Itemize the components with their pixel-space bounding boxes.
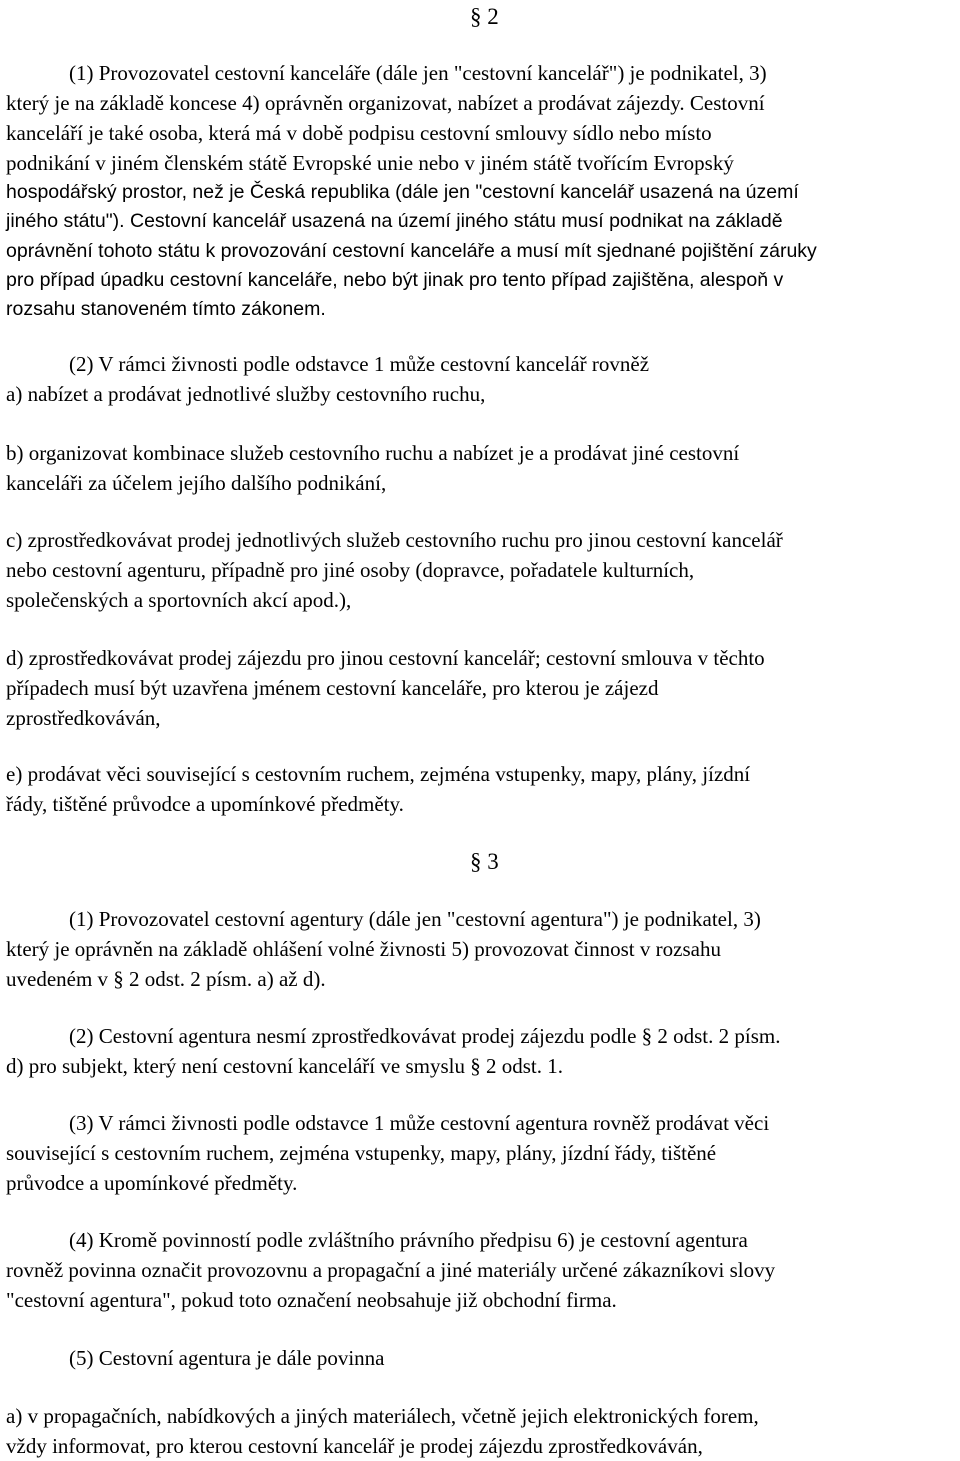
list-item-line: c) zprostředkovávat prodej jednotlivých služeb cestovního ruchu pro jinou cestovní kancelář	[6, 528, 783, 552]
paragraph-line: rozsahu stanoveném tímto zákonem.	[6, 298, 326, 320]
paragraph-2-2: (2) V rámci živnosti podle odstavce 1 může cestovní kancelář rovněž	[6, 352, 650, 376]
list-item-line: e) prodávat věci související s cestovním ruchem, zejména vstupenky, mapy, plány, jízdní	[6, 762, 751, 786]
paragraph-line: hospodářský prostor, než je Česká republika (dále jen "cestovní kancelář usazená na území	[6, 181, 799, 203]
paragraph-line: (3) V rámci živnosti podle odstavce 1 může cestovní agentura rovněž prodávat věci	[6, 1111, 770, 1135]
paragraph-line: oprávnění tohoto státu k provozování cestovní kanceláře a musí mít sjednané pojištění záruky	[6, 240, 817, 262]
list-item-line: d) zprostředkovávat prodej zájezdu pro jinou cestovní kancelář; cestovní smlouva v těchto	[6, 646, 765, 670]
list-item-line: vždy informovat, pro kterou cestovní kancelář je prodej zájezdu zprostředkováván,	[6, 1434, 703, 1458]
paragraph-line: průvodce a upomínkové předměty.	[6, 1171, 298, 1195]
paragraph-3-5: (5) Cestovní agentura je dále povinna	[6, 1346, 385, 1370]
paragraph-line: jiného státu"). Cestovní kancelář usazená na území jiného státu musí podnikat na základě	[6, 210, 783, 232]
list-item-line: kanceláři za účelem jejího dalšího podnikání,	[6, 471, 387, 495]
paragraph-line: pro případ úpadku cestovní kanceláře, nebo být jinak pro tento případ zajištěna, alespoň v	[6, 269, 784, 291]
list-item-line: a) v propagačních, nabídkových a jiných materiálech, včetně jejich elektronických forem,	[6, 1404, 759, 1428]
paragraph-line: podnikání v jiném členském státě Evropské unie nebo v jiném státě tvořícím Evropský	[6, 151, 734, 175]
list-item-line: řády, tištěné průvodce a upomínkové předměty.	[6, 792, 404, 816]
list-item-line: nebo cestovní agenturu, případně pro jiné osoby (dopravce, pořadatele kulturních,	[6, 558, 695, 582]
paragraph-line: (4) Kromě povinností podle zvláštního právního předpisu 6) je cestovní agentura	[6, 1228, 748, 1252]
section-heading-2: § 2	[470, 4, 499, 29]
paragraph-line: který je na základě koncese 4) oprávněn organizovat, nabízet a prodávat zájezdy. Cestovní	[6, 91, 765, 115]
paragraph-line: uvedeném v § 2 odst. 2 písm. a) až d).	[6, 967, 326, 991]
paragraph-line: (1) Provozovatel cestovní kanceláře (dále jen "cestovní kancelář") je podnikatel, 3)	[6, 61, 767, 85]
paragraph-line: (2) Cestovní agentura nesmí zprostředkovávat prodej zájezdu podle § 2 odst. 2 písm.	[6, 1024, 781, 1048]
paragraph-line: rovněž povinna označit provozovnu a propagační a jiné materiály určené zákazníkovi slovy	[6, 1258, 776, 1282]
paragraph-line: kanceláří je také osoba, která má v době podpisu cestovní smlouvy sídlo nebo místo	[6, 121, 712, 145]
list-item-line: zprostředkováván,	[6, 706, 161, 730]
paragraph-line: který je oprávněn na základě ohlášení volné živnosti 5) provozovat činnost v rozsahu	[6, 937, 721, 961]
paragraph-line: "cestovní agentura", pokud toto označení neobsahuje již obchodní firma.	[6, 1288, 617, 1312]
list-item-line: společenských a sportovních akcí apod.),	[6, 588, 352, 612]
paragraph-line: související s cestovním ruchem, zejména vstupenky, mapy, plány, jízdní řády, tištěné	[6, 1141, 717, 1165]
section-heading-3: § 3	[470, 849, 499, 874]
paragraph-line: d) pro subjekt, který není cestovní kanceláří ve smyslu § 2 odst. 1.	[6, 1054, 563, 1078]
list-item-line: případech musí být uzavřena jménem cestovní kanceláře, pro kterou je zájezd	[6, 676, 659, 700]
paragraph-line: (1) Provozovatel cestovní agentury (dále jen "cestovní agentura") je podnikatel, 3)	[6, 907, 761, 931]
list-item-line: b) organizovat kombinace služeb cestovního ruchu a nabízet je a prodávat jiné cestovní	[6, 441, 740, 465]
list-item-a: a) nabízet a prodávat jednotlivé služby cestovního ruchu,	[6, 382, 486, 406]
